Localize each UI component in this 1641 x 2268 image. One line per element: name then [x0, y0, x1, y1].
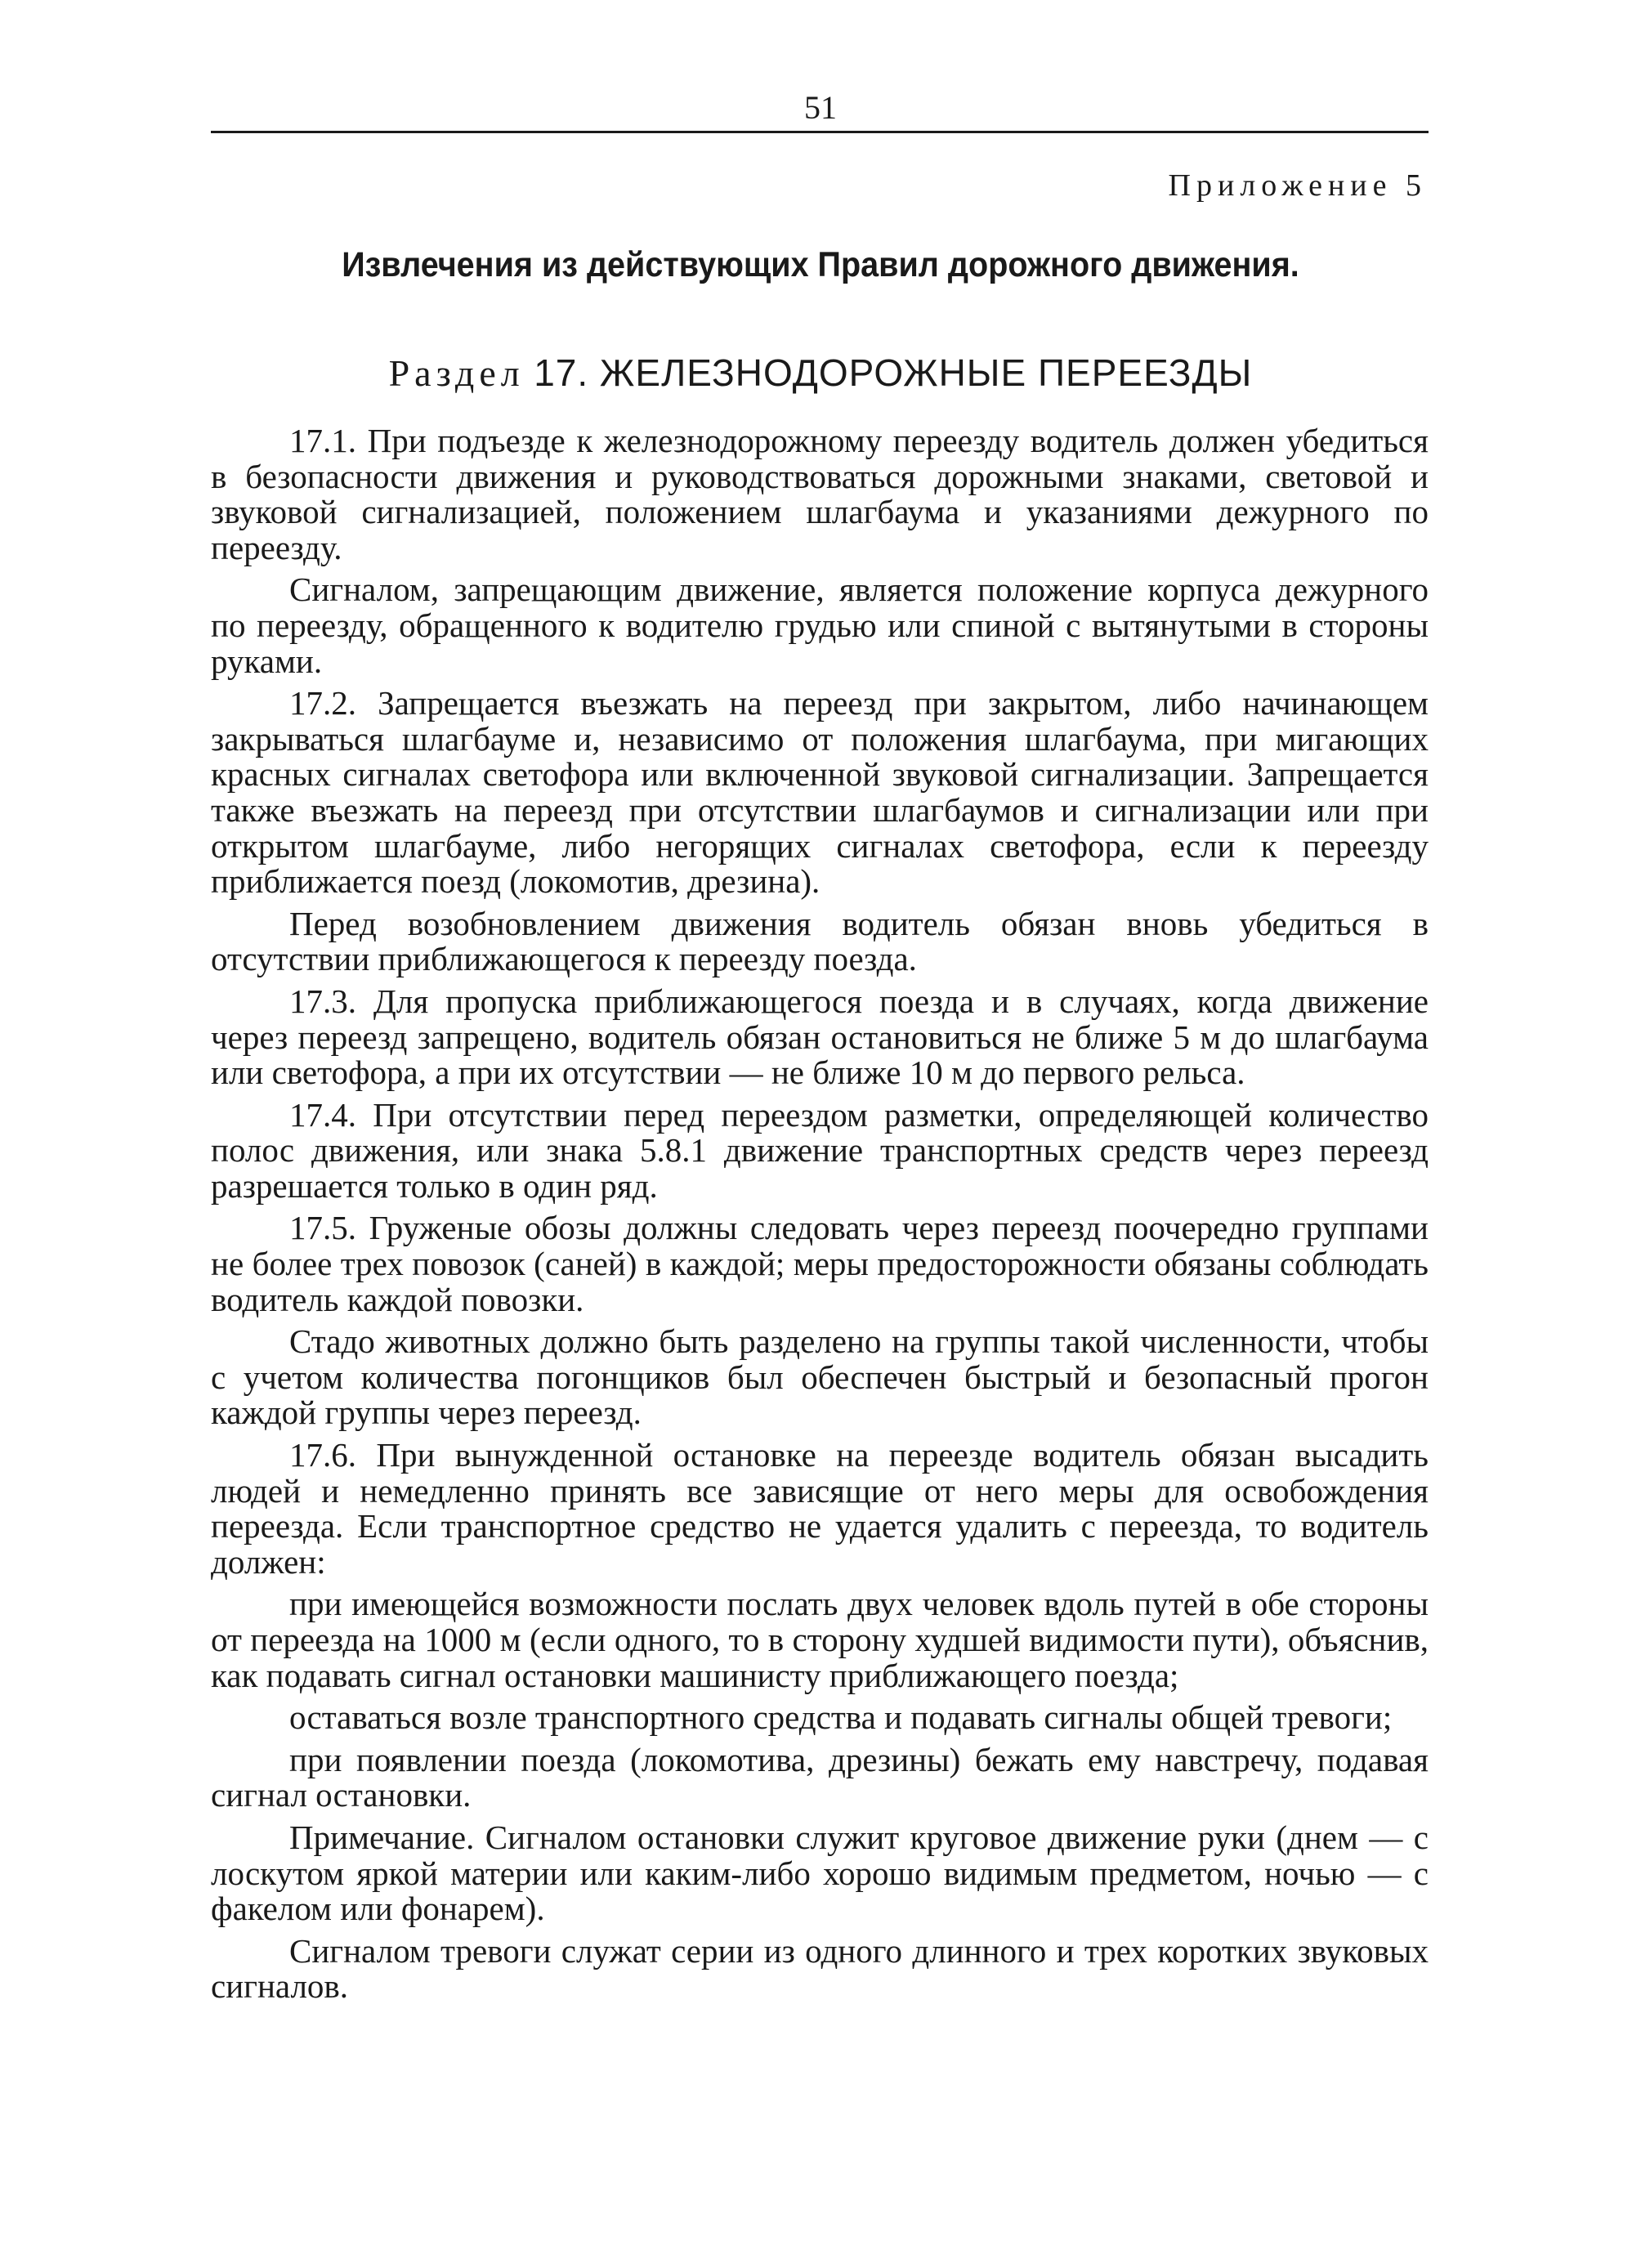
body-text: [211, 423, 1429, 2005]
paragraph-17-3: 17.3. Для пропуска приближающегося поезда и в случаях, когда движение через переезд запрещено, водитель обязан остановиться не ближе 5 м до шлагбаума или светофора, а при их отсутствии — не ближе 10 м до первого рельса.: [211, 982, 1429, 1092]
section-name: 17. ЖЕЛЕЗНОДОРОЖНЫЕ ПЕРЕЕЗДЫ: [534, 351, 1253, 394]
page-number: 51: [804, 89, 837, 126]
paragraph-run-toward: при появлении поезда (локомотива, дрезины) бежать ему навстречу, подавая сигнал остановки.: [211, 1740, 1429, 1814]
paragraph-17-1: 17.1. При подъезде к железнодорожному переезду водитель должен убедиться в безопасности движения и руководствоваться дорожными знаками, световой и звуковой сигнализацией, положением шлагбаума и указаниями дежурного по переезду.: [211, 422, 1429, 566]
paragraph-17-5: 17.5. Груженые обозы должны следовать через переезд поочередно группами не более трех повозок (саней) в каждой; меры предосторожности обязаны соблюдать водитель каждой повозки.: [211, 1209, 1429, 1318]
header-rule: [211, 131, 1429, 133]
paragraph-herd: Стадо животных должно быть разделено на группы такой численности, чтобы с учетом количества погонщиков был обеспечен быстрый и безопасный прогон каждой группы через переезд.: [211, 1322, 1429, 1432]
paragraph-stay: оставаться возле транспортного средства и подавать сигналы общей тревоги;: [289, 1698, 1393, 1737]
appendix-label: Приложение 5: [1168, 168, 1427, 203]
paragraph-note: Примечание. Сигналом остановки служит круговое движение руки (днем — с лоскутом яркой материи или каким-либо хорошо видимым предметом, ночью — с факелом или фонарем).: [211, 1818, 1429, 1928]
paragraph-stop-signal: Сигналом, запрещающим движение, является положение корпуса дежурного по переезду, обращенного к водителю грудью или спиной с вытянутыми в стороны руками.: [211, 570, 1429, 680]
paragraph-resume: Перед возобновлением движения водитель обязан вновь убедиться в отсутствии приближающегося к переезду поезда.: [211, 904, 1429, 978]
paragraph-17-2: 17.2. Запрещается въезжать на переезд при закрытом, либо начинающем закрываться шлагбауме и, независимо от положения шлагбаума, при мигающих красных сигналах светофора или включенной звуковой сигнализации. Запрещается также въезжать на переезд при отсутствии шлагбаумов и сигнализации или при открытом шлагбауме, либо негорящих сигналах светофора, если к переезду приближается поезд (локомотив, дрезина).: [211, 684, 1429, 901]
paragraph-17-4: 17.4. При отсутствии перед переездом разметки, определяющей количество полос движения, или знака 5.8.1 движение транспортных средств через переезд разрешается только в один ряд.: [211, 1095, 1429, 1205]
paragraph-send-people: при имеющейся возможности послать двух человек вдоль путей в обе стороны от переезда на 1000 м (если одного, то в сторону худшей видимости пути), объяснив, как подавать сигнал остановки машинисту приближающего поезда;: [211, 1585, 1429, 1694]
paragraph-17-6: 17.6. При вынужденной остановке на переезде водитель обязан высадить людей и немедленно принять все зависящие от него меры для освобождения переезда. Если транспортное средство не удается удалить с переезда, то водитель должен:: [211, 1436, 1429, 1581]
section-heading: [0, 350, 1641, 396]
paragraph-alarm-signal: Сигналом тревоги служат серии из одного длинного и трех коротких звуковых сигналов.: [211, 1931, 1429, 2006]
section-prefix: Раздел: [388, 352, 525, 394]
document-title: Извлечения из действующих Правил дорожного движения.: [342, 245, 1299, 284]
